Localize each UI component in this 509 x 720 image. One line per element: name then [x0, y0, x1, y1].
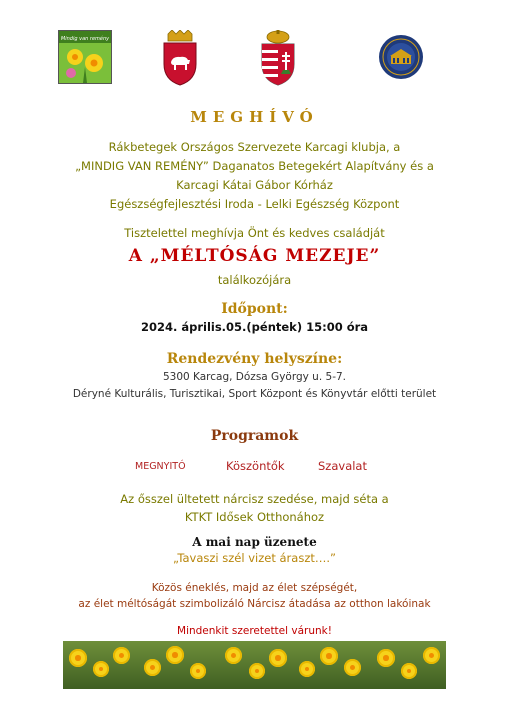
club-logo	[58, 30, 112, 84]
event-datetime: 2024. április.05.(péntek) 15:00 óra	[140, 320, 369, 334]
message-quote: „Tavaszi szél vizet áraszt….”	[173, 551, 336, 565]
message-heading: A mai nap üzenete	[192, 535, 317, 549]
closing-line-2: az élet méltóságát szimbolizáló Nárcisz átadása az otthon lakóinak	[78, 598, 431, 610]
program-item-greetings: Köszöntők	[226, 459, 285, 473]
program-description-line-1: Az ősszel ültetett nárcisz szedése, majd séta a	[120, 492, 389, 506]
venue-place: Déryné Kulturális, Turisztikai, Sport Központ és Könyvtár előtti terület	[72, 388, 437, 400]
invitation-title: MEGHÍVÓ	[190, 108, 319, 126]
organizer-line-1: Rákbetegek Országos Szervezete Karcagi klubja, a	[108, 140, 401, 154]
venue-address: 5300 Karcag, Dózsa György u. 5-7.	[162, 371, 347, 383]
hospital-round-seal-icon	[378, 34, 424, 80]
daffodil-tile	[217, 641, 293, 689]
hospital-seal	[378, 34, 424, 80]
daffodil-tile	[371, 641, 447, 689]
invitation-line: Tisztelettel meghívja Önt és kedves családját	[124, 226, 385, 240]
logo-row	[0, 30, 509, 88]
venue-heading: Rendezvény helyszíne:	[166, 351, 343, 367]
hungarian-coat-of-arms-icon	[258, 30, 298, 86]
daffodil-tile	[140, 641, 216, 689]
organizer-line-2: „MINDIG VAN REMÉNY” Daganatos Betegekért Alapítvány és a	[75, 159, 434, 173]
daffodil-tile	[63, 641, 139, 689]
daffodil-flowers-band-icon	[63, 641, 446, 689]
event-name: A „MÉLTÓSÁG MEZEJE”	[128, 246, 381, 266]
daffodil-club-logo-icon	[59, 31, 111, 83]
programs-heading: Programok	[210, 428, 299, 444]
program-description-line-2: KTKT Idősek Otthonához	[184, 510, 325, 524]
closing-line-1: Közös éneklés, majd az élet szépségét,	[151, 582, 358, 594]
karcag-coat-of-arms-icon	[160, 30, 200, 86]
organizer-line-3: Karcagi Kátai Gábor Kórház	[176, 178, 333, 192]
program-item-opening: MEGNYITÓ	[135, 461, 186, 472]
club-logo-text: Mindig van remény	[60, 36, 110, 42]
closing-welcome: Mindenkit szeretettel várunk!	[177, 625, 332, 637]
program-item-recital: Szavalat	[318, 459, 367, 473]
program-list	[0, 459, 509, 475]
daffodil-tile	[294, 641, 370, 689]
karcag-crest	[160, 30, 200, 86]
time-heading: Időpont:	[221, 301, 288, 317]
invitation-suffix: találkozójára	[217, 273, 292, 287]
organizer-line-4: Egészségfejlesztési Iroda - Lelki Egészség Központ	[109, 197, 400, 211]
hungary-crest	[258, 30, 298, 86]
